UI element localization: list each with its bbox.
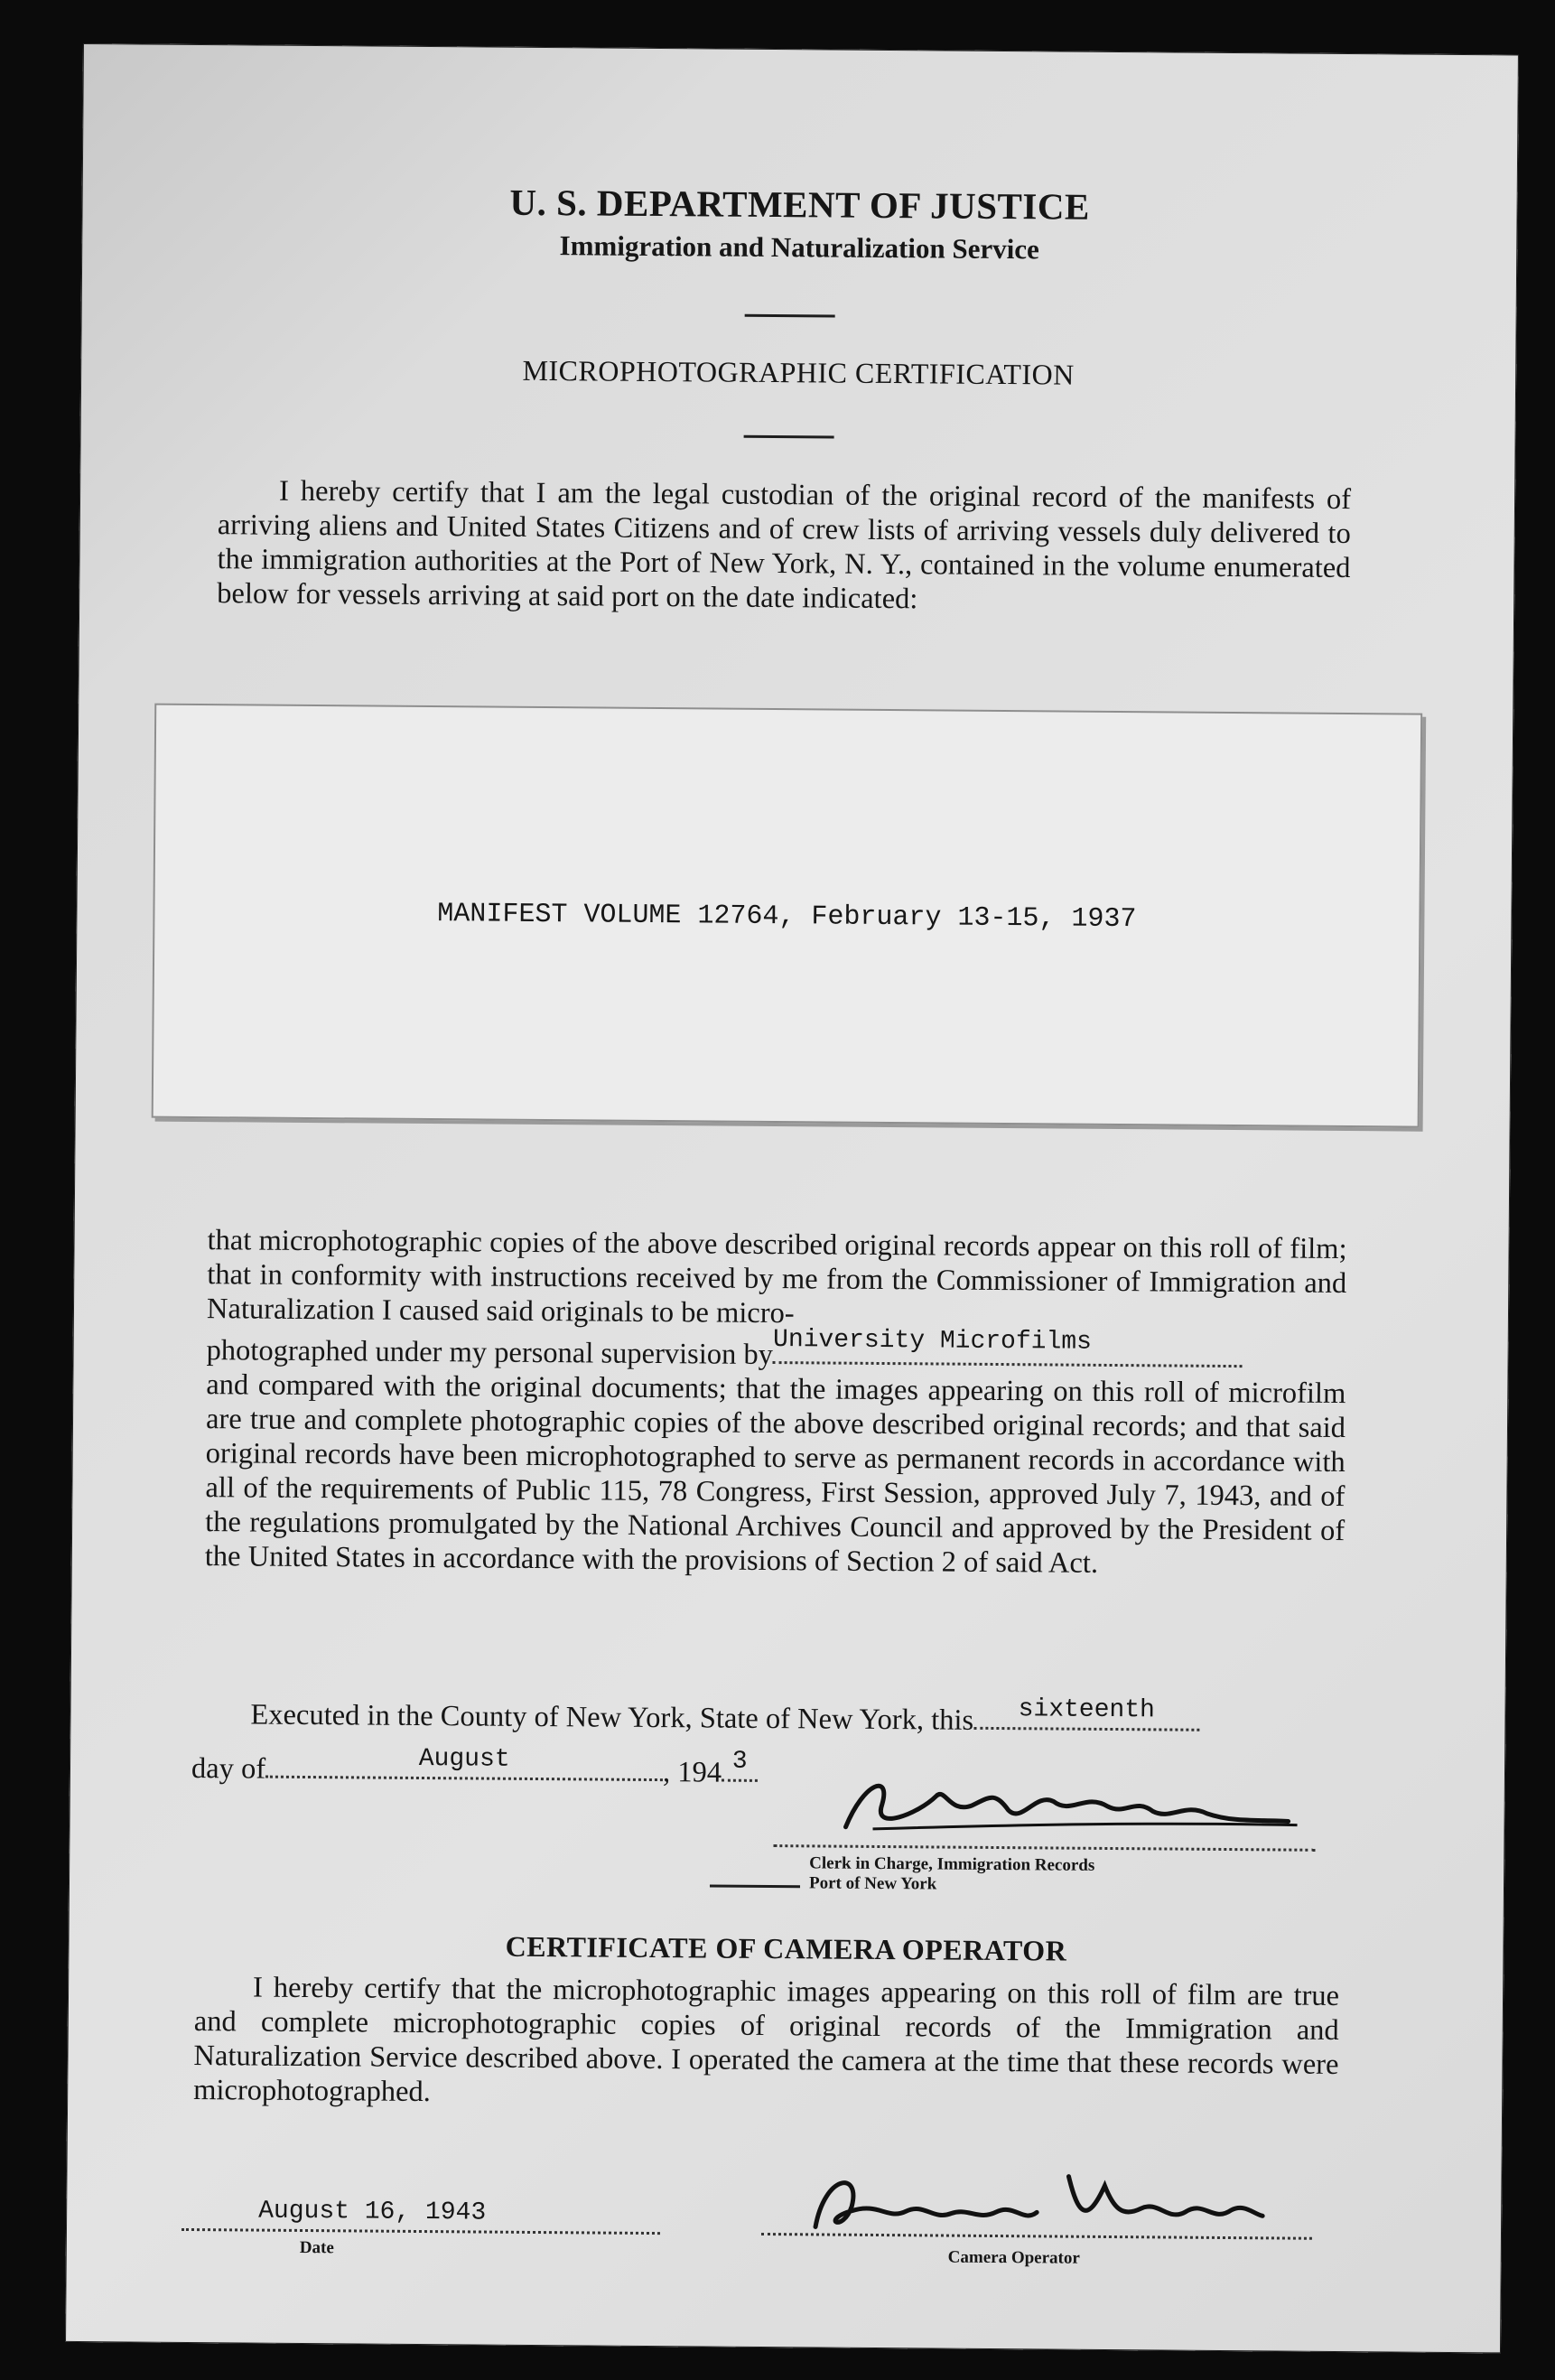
camera-date-field xyxy=(182,2192,660,2235)
manifest-volume-card xyxy=(152,704,1423,1128)
execution-line xyxy=(250,1691,1199,1740)
month-field xyxy=(265,1745,663,1781)
divider xyxy=(745,314,835,318)
year-value: 3 xyxy=(731,1747,748,1776)
date-label: Date xyxy=(299,2237,334,2258)
date-line xyxy=(191,1744,758,1790)
year-prefix: , 194 xyxy=(662,1756,722,1789)
body-text-opening: that microphotographic copies of the above described original records appear on this roll of film; that in conformity with instructions received by me from the Commissioner of Immigration and Naturalization I caused said originals to be micro- xyxy=(206,1224,1347,1330)
operator-signature xyxy=(797,2156,1268,2241)
certification-title: MICROPHOTOGRAPHIC CERTIFICATION xyxy=(522,353,1075,391)
clerk-role-line2: Port of New York xyxy=(808,1873,937,1894)
day-value: sixteenth xyxy=(1018,1695,1155,1725)
intro-paragraph: I hereby certify that I am the legal custodian of the original record of the manifests of arriving aliens and United States Citizens and of crew lists of arriving vessels duly delivered to the immigration authorities at the Port of New York, N. Y., contained in the volume enumerated below for vessels arriving at said port on the date indicated: xyxy=(217,474,1352,616)
camera-certificate-paragraph: I hereby certify that the microphotographic images appearing on this roll of film are true and complete microphotographic copies of original records of the Immigration and Naturalization Service described above. I operated the camera at the time that these records were microphotographed. xyxy=(193,1971,1340,2109)
supervision-field xyxy=(772,1326,1243,1367)
service-heading: Immigration and Naturalization Service xyxy=(559,229,1040,266)
operator-label: Camera Operator xyxy=(947,2247,1080,2268)
camera-certificate-title: CERTIFICATE OF CAMERA OPERATOR xyxy=(505,1929,1067,1967)
execution-label: Executed in the County of New York, State of New York, this xyxy=(250,1698,974,1737)
day-of-label: day of xyxy=(191,1752,266,1786)
camera-date-value: August 16, 1943 xyxy=(258,2197,487,2227)
clerk-signature xyxy=(836,1764,1307,1849)
month-value: August xyxy=(418,1744,510,1774)
body-text-rest: and compared with the original documents; that the images appearing on this roll of microfilm are true and complete photographic copies of the above described original records; and that said original records have been microphotographed to serve as permanent records in accordance with all of the requirements of Public 115, 78 Congress, First Session, approved July 7, 1943, and of the regulations promulgated by the National Archives Council and approved by the President of the United States in accordance with the provisions of Section 2 of said Act. xyxy=(204,1368,1346,1580)
clerk-role xyxy=(809,1853,1094,1895)
day-field xyxy=(973,1696,1199,1731)
department-heading: U. S. DEPARTMENT OF JUSTICE xyxy=(509,181,1090,228)
supervision-label: photographed under my personal supervision by xyxy=(206,1334,774,1372)
manifest-volume-text: MANIFEST VOLUME 12764, February 13-15, 1937 xyxy=(437,899,1137,936)
clerk-role-line1: Clerk in Charge, Immigration Records xyxy=(809,1853,1095,1875)
certificate-page xyxy=(65,43,1519,2353)
certification-body xyxy=(205,1223,1347,1582)
divider xyxy=(710,1885,800,1889)
year-field xyxy=(722,1749,758,1782)
clerk-signature-line xyxy=(773,1790,1315,1852)
operator-signature-line xyxy=(761,2197,1312,2240)
divider xyxy=(744,435,834,439)
supervision-value: University Microfilms xyxy=(772,1326,1093,1357)
